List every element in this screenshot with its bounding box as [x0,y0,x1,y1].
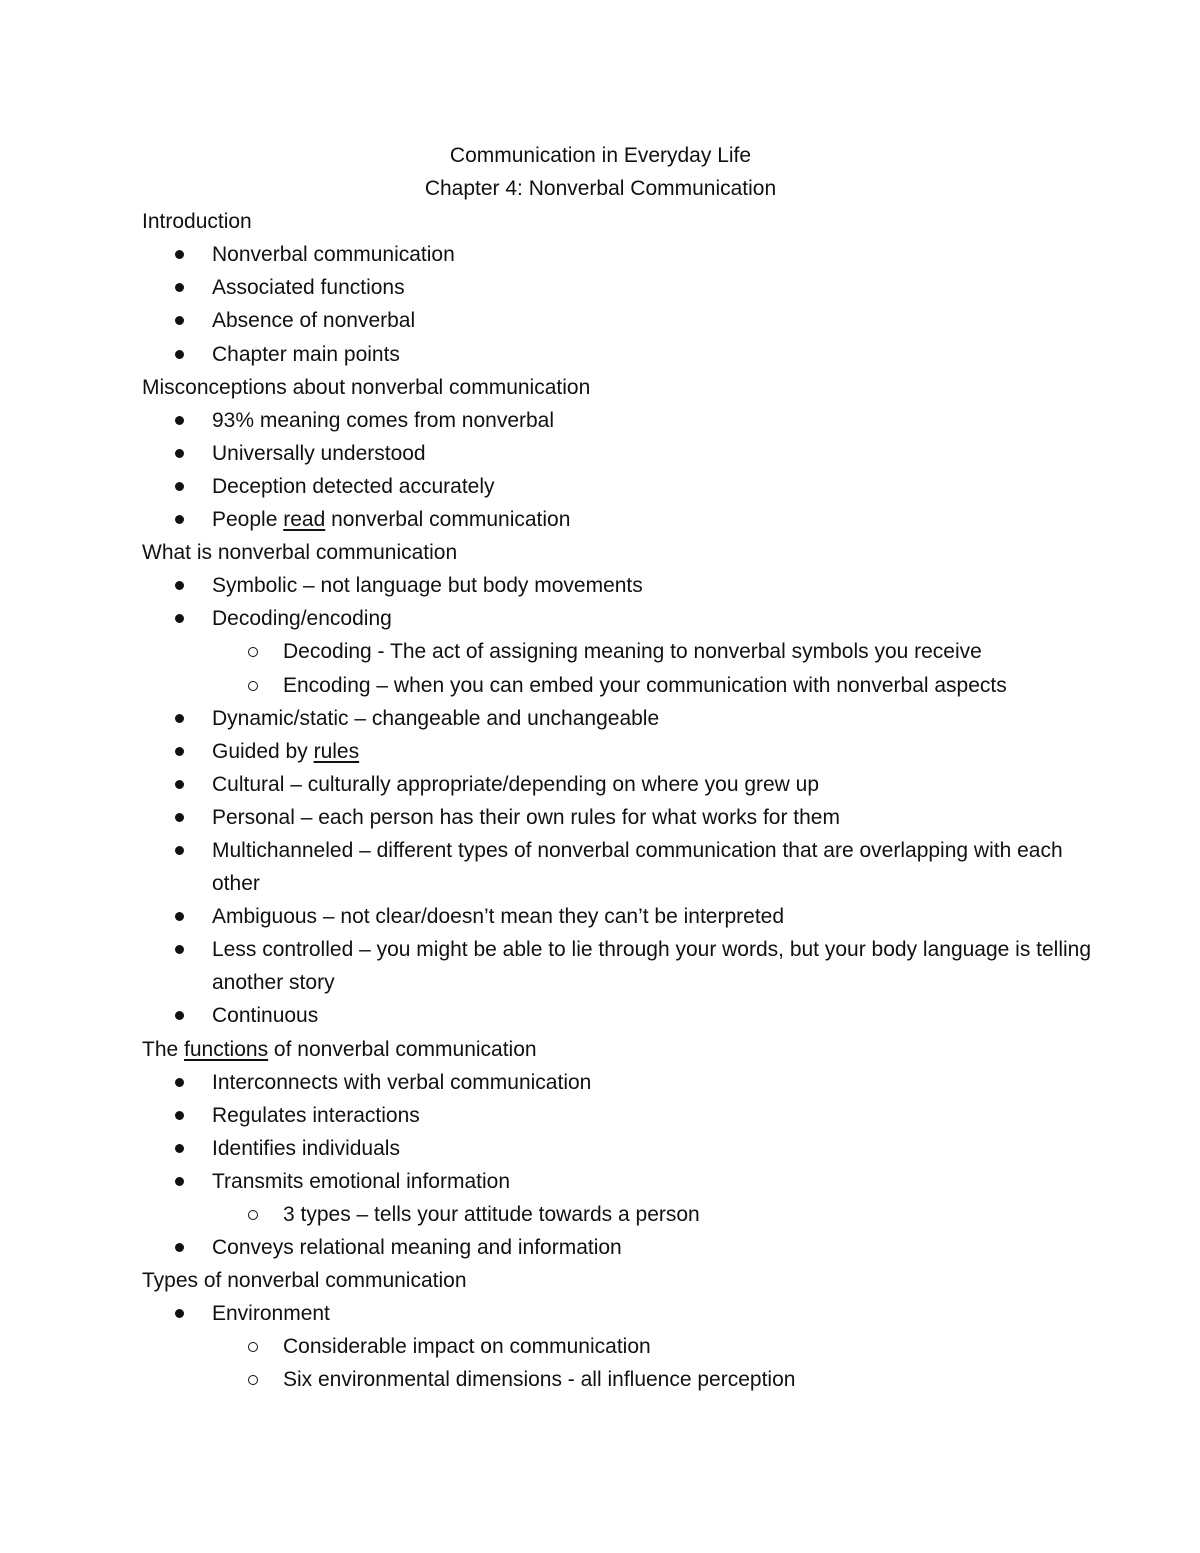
list-item: Chapter main points [142,338,1082,371]
bullet-icon [175,416,184,425]
sub-list-item: Considerable impact on communication [142,1330,1082,1363]
list-item: Multichanneled – different types of nonverbal communication that are overlapping with each other [142,834,1092,900]
list-item: Guided by rules [142,735,1082,768]
list-item: Nonverbal communication [142,238,1082,271]
document-subtitle: Chapter 4: Nonverbal Communication [424,177,777,201]
underlined-word: read [283,508,326,532]
bullet-icon [175,780,184,789]
list-item: Environment [142,1297,1082,1330]
bullet-icon [175,912,184,921]
list-item: Continuous [142,999,1082,1032]
list-item: Universally understood [142,437,1082,470]
list-item: Personal – each person has their own rules for what works for them [142,801,1082,834]
document-body [142,139,1092,1397]
bullet-icon [175,449,184,458]
bullet-icon [175,515,184,524]
sub-list-item: Decoding - The act of assigning meaning to nonverbal symbols you receive [142,635,1082,668]
circle-bullet-icon [248,1342,258,1352]
list-item: Decoding/encoding [142,602,1082,635]
list-item: Cultural – culturally appropriate/depending on where you grew up [142,768,1082,801]
underlined-word: rules [313,739,360,763]
bullet-icon [175,1309,184,1318]
underlined-word: functions [184,1037,269,1061]
circle-bullet-icon [248,681,258,691]
bullet-icon [175,581,184,590]
bullet-icon [175,813,184,822]
circle-bullet-icon [248,1210,258,1220]
bullet-icon [175,714,184,723]
bullet-icon [175,945,184,954]
bullet-icon [175,747,184,756]
section-heading-introduction: Introduction [142,210,252,234]
bullet-icon [175,1144,184,1153]
bullet-icon [175,283,184,292]
list-item: Conveys relational meaning and information [142,1231,1082,1264]
section-heading-what-is: What is nonverbal communication [142,541,458,565]
sub-list-item: 3 types – tells your attitude towards a person [142,1198,1082,1231]
list-item: Symbolic – not language but body movements [142,569,1082,602]
circle-bullet-icon [248,1375,258,1385]
section-heading-misconceptions: Misconceptions about nonverbal communication [142,375,591,399]
list-item: Absence of nonverbal [142,304,1082,337]
list-item: Interconnects with verbal communication [142,1066,1082,1099]
list-item: Identifies individuals [142,1132,1082,1165]
sub-list-item: Six environmental dimensions - all influence perception [142,1363,1082,1396]
bullet-icon [175,1111,184,1120]
bullet-icon [175,1177,184,1186]
list-item: People read nonverbal communication [142,503,1082,536]
document-title: Communication in Everyday Life [449,144,752,167]
section-heading-types: Types of nonverbal communication [142,1269,467,1293]
bullet-icon [175,846,184,855]
list-item: Ambiguous – not clear/doesn’t mean they can’t be interpreted [142,900,1082,933]
list-item: Transmits emotional information [142,1165,1082,1198]
bullet-icon [175,250,184,259]
bullet-icon [175,1011,184,1020]
circle-bullet-icon [248,647,258,657]
bullet-icon [175,350,184,359]
bullet-icon [175,482,184,491]
bullet-icon [175,614,184,623]
sub-list-item: Encoding – when you can embed your communication with nonverbal aspects [142,669,1082,702]
list-item: Deception detected accurately [142,470,1082,503]
bullet-icon [175,1078,184,1087]
list-item: Regulates interactions [142,1099,1082,1132]
bullet-icon [175,316,184,325]
list-item: Associated functions [142,271,1082,304]
section-heading-functions: The functions of nonverbal communication [142,1037,537,1061]
list-item: Less controlled – you might be able to lie through your words, but your body language is telling another story [142,933,1092,999]
list-item: 93% meaning comes from nonverbal [142,404,1082,437]
list-item: Dynamic/static – changeable and unchangeable [142,702,1082,735]
bullet-icon [175,1243,184,1252]
